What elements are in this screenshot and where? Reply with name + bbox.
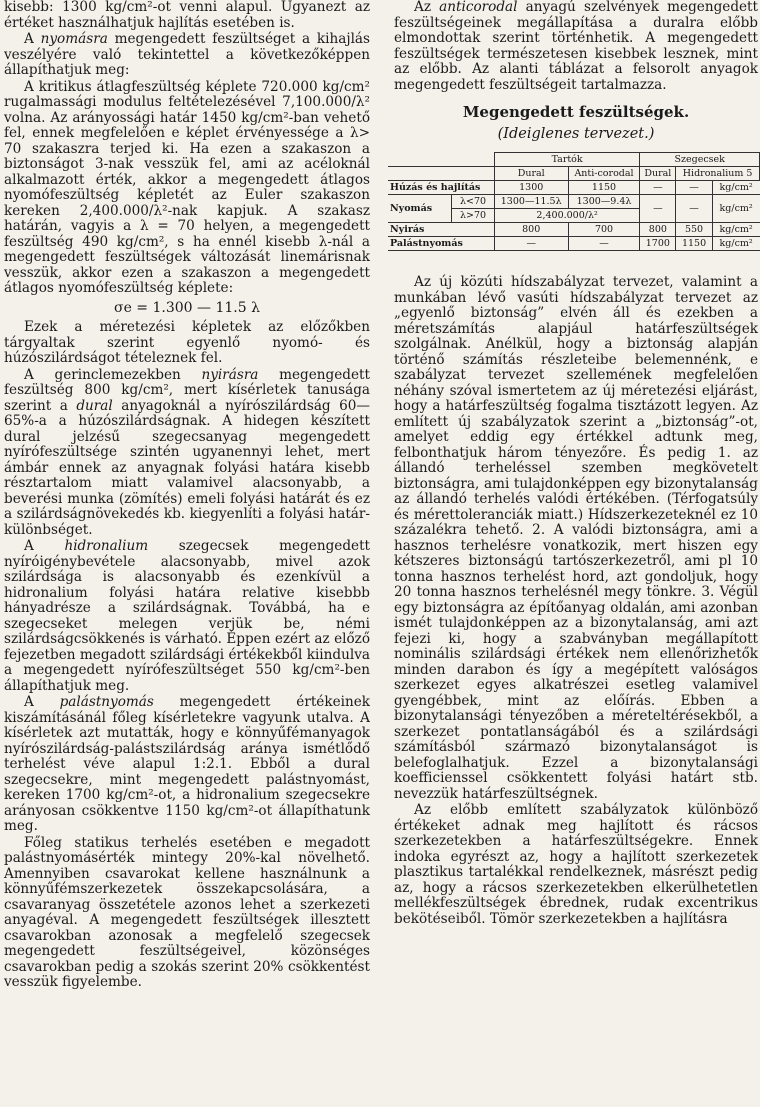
table-header-row (388, 153, 760, 167)
emphasis: dural (76, 397, 113, 414)
text: A gerinclemezekben (24, 366, 202, 383)
table-corner (388, 167, 494, 181)
text: anyagú szelvények megengedett feszültségeinek megállapítása a duralra előbb elmondottak szerint történhetik. A megengedett feszültségek természetesen kisebbek lesznek, mint az előbb. Az alanti táblázat a felsorolt anyagok megengedett feszültségeit tartalmazza. (394, 0, 758, 93)
table-subtitle: (Ideiglenes tervezet.) (497, 125, 655, 142)
table-cell: 550 (676, 223, 713, 237)
paragraph (394, 0, 758, 93)
table-title: Megengedett feszültségek. (462, 103, 690, 121)
paragraph: Az előbb említett szabályzatok különböző értékeket adnak meg hajlított és rácsos szerkezetekben a határfeszültségekre. Ennek indoka egyrészt az, hogy a hajlított szerkezetek plasztikus tartalékkal rendelkeznek, másrészt pedig az, hogy a rácsos szerkezetekben elkerülhetetlen mellékfeszültségek ébrednek, rudak excentrikus bekötéseiből. Tömör szerkezetekben a hajlításra (394, 802, 758, 927)
table-cell: 1300—11.5λ (494, 195, 568, 209)
paragraph (4, 368, 370, 539)
paragraph (4, 695, 370, 835)
paragraph: Az új közúti hídszabályzat tervezet, valamint a munkában lévő vasúti hídszabályzat tervezet az „egyenlő biztonság” elvén áll és ezekben a méretszámítás alapjául határfeszültségek szolgálnak. Anélkül, hogy a biztonság alapján történő számítás részleteibe belemennénk, e szabályzat tervezet szellemének megfelelően néhány szóval ismertetem az új méretezési eljárást, hogy a határfeszültség fogalma tisztázott legyen. Az említett új szabályzatok szerint a „biztonság”-ot, amelyet eddig egy értékkel adtunk meg, felbonthatjuk három tényezőre. És pedig 1. az állandó terheléssel szemben megkövetelt biztonságra, ami tulajdonképpen egy bizonytalanság az állandó terhelés valódi értékében. (Térfogatsúly és mérettoleranciák miatt.) Hídszerkezeteknél ez 10 százalékra tehető. 2. A valódi biztonságra, ami a hasznos terhelésre vonatkozik, mert hiszen egy kétszeres biztonságú tartószerkezetről, ami pl 10 tonna hasznos terhelést hord, azt gondoljuk, hogy 20 tonna hasznos terhelésnél megy tönkre. 3. Végül egy biztonságra az építőanyag oldalán, ami azonban ismét tulajdonképpen az a bizonytalanság, ami azt fejezi ki, hogy a szabványban megállapított nominális szilárdsági értékek nem ellenőrizhetők minden darabon és így a megépített valóságos szerkezet egyes alkatrészei esetleg valamivel gyengébbek, mint az előírás. Ebben a bizonytalansági tényezőben a méreteltérésekből, a szerkezet pontatlanságából és a szilárdsági számításból származó bizonytalanságot is belefoglalhatjuk. Ezzel a bizonytalansági koefficienssel csökkentett folyási határt stb. nevezzük határfeszültségnek. (394, 274, 758, 802)
table-corner (388, 153, 494, 167)
emphasis: nyomásra (40, 31, 108, 47)
table-cell: 1300 (494, 181, 568, 195)
row-label: Palástnyomás (388, 237, 494, 251)
table-cell: 800 (640, 223, 676, 237)
header-tartok: Tartók (494, 153, 640, 167)
text: megengedett feszültség 800 kg/cm², mert kísérletek tanusága szerint a (4, 366, 370, 414)
table-cell: 1700 (640, 237, 676, 251)
emphasis: nyirásra (201, 366, 259, 383)
stress-table (388, 152, 760, 251)
emphasis: anticorodal (439, 0, 518, 15)
header-szegecsek: Szegecsek (640, 153, 760, 167)
paragraph: Főleg statikus terhelés esetében e megadott palástnyomásérték mintegy 20%-kal növelhető. Amennyiben csavarokat kellene használnunk a könnyűfémszerkezetek összekapcsolására, a csavaranyag összetétele azonos lehet a szerkezeti anyagéval. A megengedett feszültségek illesztett csavarokban azonosak a megfelelő szegecsek megengedett feszültségeivel, közönséges csavarokban pedig a szokás szerint 20% csökkentést vesszük figyelembe. (4, 834, 370, 990)
table-cell: 1150 (676, 237, 713, 251)
text: A (24, 31, 41, 47)
paragraph: kisebb: 1300 kg/cm²-ot venni alapul. Ugyanezt az értéket használhatjuk hajlítás esetében is. (4, 0, 370, 31)
unit-cell: kg/cm² (712, 195, 759, 223)
table-cell: 2,400.000/λ² (494, 209, 640, 223)
paragraph (4, 32, 370, 79)
unit-cell: kg/cm² (712, 181, 759, 195)
table-cell: — (676, 181, 713, 195)
text: A (24, 538, 65, 554)
header-hidronalium: Hidronalium 5 (676, 167, 760, 181)
text: Az (414, 0, 440, 15)
formula: σe = 1.300 — 11.5 λ (114, 299, 260, 316)
row-label: Nyirás (388, 223, 494, 237)
table-cell: — (568, 237, 640, 251)
table-row (388, 181, 760, 195)
unit-cell: kg/cm² (712, 223, 759, 237)
table-cell: 800 (494, 223, 568, 237)
unit-cell: kg/cm² (712, 237, 759, 251)
text: anyagoknál a nyírószilárdság 60—65%-a a húzószilárdságnak. A hidegen készített dural jelzésű szegecsanyag megengedett nyírófeszültsége szintén ugyanennyi lehet, mert ámbár ennek az anyagnak folyási határa kisebb résztartalom miatt valamivel alacsonyabb, a beverési munka (zömítés) emeli folyási határát és ez a szilárdságnövekedés kb. kiegyenlíti a folyási határ-különbséget. (4, 397, 370, 538)
table-row (388, 223, 760, 237)
condition-cell: λ>70 (452, 209, 495, 223)
table-cell: — (676, 195, 713, 223)
header-anticorodal: Anti-corodal (568, 167, 640, 181)
table-row (388, 237, 760, 251)
stress-table-wrap (390, 152, 758, 251)
paragraph (4, 539, 370, 694)
emphasis: palástnyomás (59, 694, 154, 710)
condition-cell: λ<70 (452, 195, 495, 209)
row-label: Húzás és hajlítás (388, 181, 494, 195)
right-column (390, 0, 758, 928)
header-dural: Dural (494, 167, 568, 181)
row-label: Nyomás (388, 195, 452, 223)
left-column (4, 0, 370, 992)
table-row (388, 195, 760, 209)
table-cell: — (640, 181, 676, 195)
table-cell: 700 (568, 223, 640, 237)
paragraph: Ezek a méretezési képletek az előzőkben tárgyaltak szerint egyenlő nyomó- és húzószilárdságot tételeznek fel. (4, 319, 370, 366)
header-dural-rivet: Dural (640, 167, 676, 181)
text: megengedett feszültséget a kihajlás veszélyére való tekintettel a következőképpen állapíthatjuk meg: (4, 31, 371, 78)
table-cell: 1300—9.4λ (568, 195, 640, 209)
table-header-row (388, 167, 760, 181)
text: A (24, 694, 60, 710)
text: megengedett értékeinek kiszámításánál főleg kísérletekre vagyunk utalva. A kísérletek azt mutatták, hogy e könnyűfémanyagok nyírószilárdság-palástszilárdság aránya ismétlődő terhelést véve alapul 1:2.1. Ebből a dural szegecsekre, mint megengedett palástnyomást, kereken 1700 kg/cm²-ot, a hidronalium szegecsekre arányosan csökkentve 1150 kg/cm²-ot állapíthatunk meg. (4, 694, 371, 834)
text: szegecsek megengedett nyíróigénybevétele alacsonyabb, mivel azok szilárdsága is alacsonyabb és ezenkívül a hidronalium folyási határa relative kisebbb hányadrésze a szilárdságnak. Továbbá, ha e szegecseket melegen verjük be, némi szilárdságcsökkenés is várható. Éppen ezért az előző fejezetben megadott szilárdsági értékekből kiindulva a megengedett nyírófeszültséget 550 kg/cm²-ben állapíthatjuk meg. (4, 538, 370, 694)
table-cell: — (640, 195, 676, 223)
table-cell: — (494, 237, 568, 251)
paragraph: A kritikus átlagfeszültség képlete 720.000 kg/cm² rugalmassági modulus feltételezésével 7,100.000/λ² volna. Az arányossági határ 1450 kg/cm²-ban vehető fel, ennek megfelelően e képlet érvényessége a λ> 70 szakaszra terjed ki. Ha ezen a szakaszon a biztonságot 3-nak vesszük fel, ami az acéloknál alkalmazott érték, akkor a megengedett átlagos nyomófeszültség képletét az Euler szakaszon kereken 2,400.000/λ²-nak kapjuk. A szakasz határán, vagyis a λ = 70 helyen, a megengedett feszültség 490 kg/cm², s ha ennél kisebb λ-nál a megengedett feszültségek változását linemárisnak vesszük, akkor ezen a szakaszon a megengedett átlagos nyomófeszültség képlete: (4, 78, 370, 296)
emphasis: hidronalium (64, 538, 149, 554)
table-cell: 1150 (568, 181, 640, 195)
